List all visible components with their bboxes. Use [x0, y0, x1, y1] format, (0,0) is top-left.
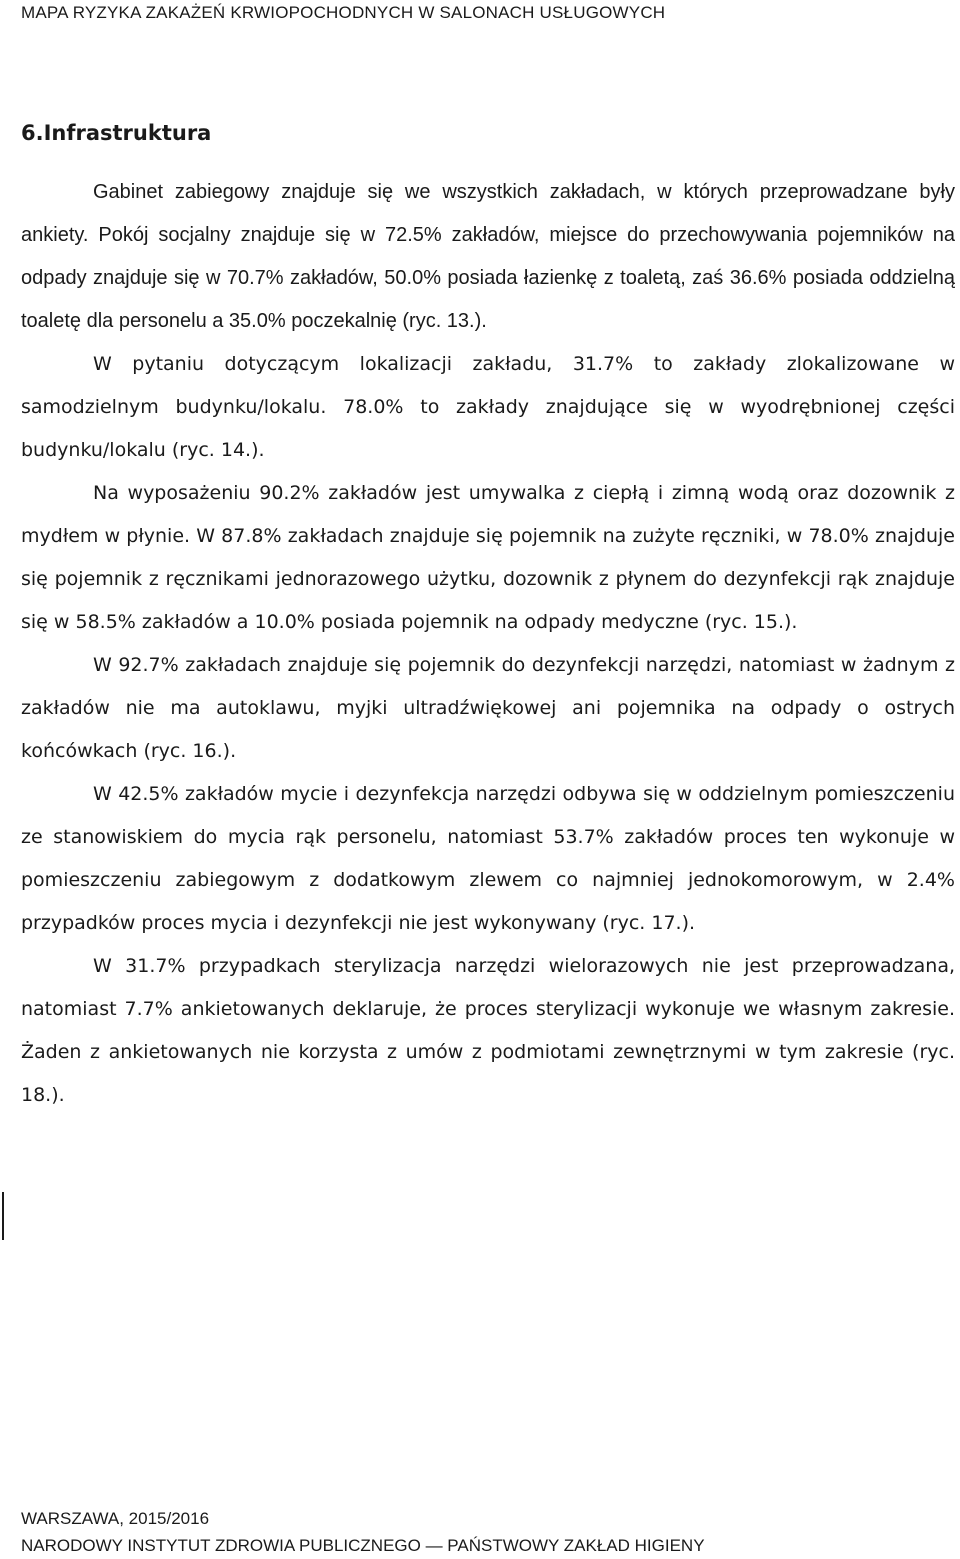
paragraph-sterilization: W 31.7% przypadkach sterylizacja narzędzi wielorazowych nie jest przeprowadzana, natomiast 7.7% ankietowanych deklaruje, że proces sterylizacji wykonuje we własnym zakresie. Żaden z ankietowanych nie korzysta z umów z podmiotami zewnętrznymi w tym zakresie (ryc. 18.).: [21, 955, 955, 1106]
paragraph-location: W pytaniu dotyczącym lokalizacji zakładu, 31.7% to zakłady zlokalizowane w samodzielnym budynku/lokalu. 78.0% to zakłady znajdujące się w wyodrębnionej części budynku/lokalu (ryc. 14.).: [21, 353, 955, 461]
paragraph-tool-washing: W 42.5% zakładów mycie i dezynfekcja narzędzi odbywa się w oddzielnym pomieszczeniu ze stanowiskiem do mycia rąk personelu, natomiast 53.7% zakładów proces ten wykonuje w pomieszczeniu zabiegowym z dodatkowym zlewem co najmniej jednokomorowym, w 2.4% przypadków proces mycia i dezynfekcji nie jest wykonywany (ryc. 17.).: [21, 783, 955, 934]
section-title: 6.Infrastruktura: [21, 121, 212, 145]
paragraph-rooms: Gabinet zabiegowy znajduje się we wszystkich zakładach, w których przeprowadzane były ankiety. Pokój socjalny znajduje się w 72.5% zakładów, miejsce do przechowywania pojemników na odpady znajduje się w 70.7% zakładów, 50.0% posiada łazienkę z toaletą, zaś 36.6% posiada oddzielną toaletę dla personelu a 35.0% poczekalnię (ryc. 13.).: [21, 181, 955, 332]
paragraph-disinfection-containers: W 92.7% zakładach znajduje się pojemnik do dezynfekcji narzędzi, natomiast w żadnym z zakładów nie ma autoklawu, myjki ultradźwiękowej ani pojemnika na odpady o ostrych końcówkach (ryc. 16.).: [21, 654, 955, 762]
body-text: [21, 171, 955, 1117]
footer-institute: NARODOWY INSTYTUT ZDROWIA PUBLICZNEGO — PAŃSTWOWY ZAKŁAD HIGIENY: [21, 1536, 705, 1555]
running-header: MAPA RYZYKA ZAKAŻEŃ KRWIOPOCHODNYCH W SALONACH USŁUGOWYCH: [21, 3, 666, 22]
paragraph-equipment: Na wyposażeniu 90.2% zakładów jest umywalka z ciepłą i zimną wodą oraz dozownik z mydłem w płynie. W 87.8% zakładach znajduje się pojemnik na zużyte ręczniki, w 78.0% znajduje się pojemnik z ręcznikami jednorazowego użytku, dozownik z płynem do dezynfekcji rąk znajduje się w 58.5% zakładów a 10.0% posiada pojemnik na odpady medyczne (ryc. 15.).: [21, 482, 955, 633]
change-bar: [2, 1192, 4, 1240]
footer-date: WARSZAWA, 2015/2016: [21, 1509, 210, 1528]
